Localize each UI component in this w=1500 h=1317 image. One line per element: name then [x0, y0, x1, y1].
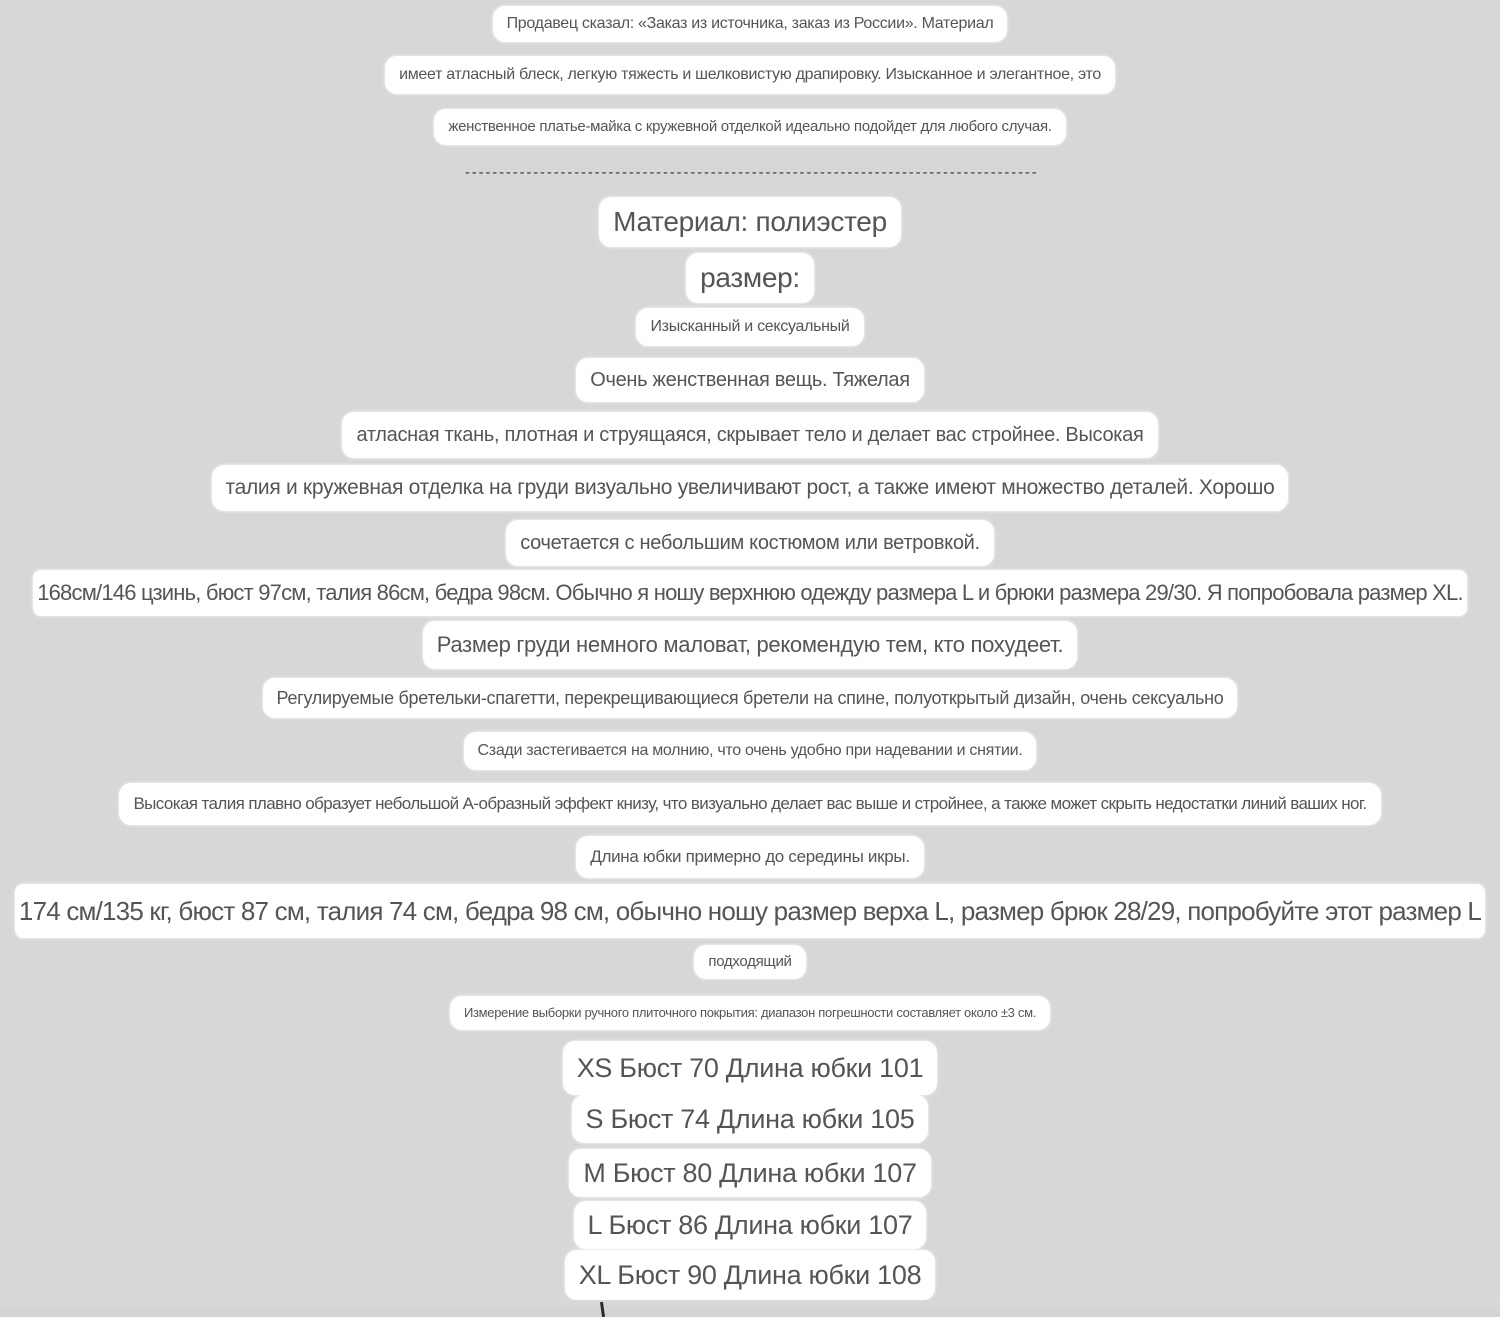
feature-line-4	[0, 836, 1500, 878]
text-pill: атласная ткань, плотная и струящаяся, скрывает тело и делает вас стройнее. Высокая	[342, 412, 1157, 458]
description-line-5	[0, 520, 1500, 566]
feature-line-3	[0, 783, 1500, 825]
text-pill: Продавец сказал: «Заказ из источника, заказ из России». Материал	[493, 6, 1008, 42]
size-row-m	[0, 1149, 1500, 1197]
review1-line-1	[0, 570, 1500, 616]
feature-line-2	[0, 732, 1500, 770]
text-pill: Высокая талия плавно образует небольшой А-образный эффект книзу, что визуально делает вас выше и стройнее, а также может скрыть недостатки линий ваших ног.	[119, 783, 1380, 825]
size-row-xl	[0, 1250, 1500, 1300]
text-pill: Изысканный и сексуальный	[636, 308, 863, 346]
feature-line-1	[0, 678, 1500, 718]
measure-note: Измерение выборки ручного плиточного покрытия: диапазон погрешности составляет около ±3 см.	[450, 996, 1050, 1030]
text-pill: Длина юбки примерно до середины икры.	[576, 836, 924, 878]
material-text: Материал: полиэстер	[599, 197, 901, 247]
text-pill: подходящий	[694, 945, 805, 979]
intro-line-3	[0, 109, 1500, 145]
text-pill: женственное платье-майка с кружевной отделкой идеально подойдет для любого случая.	[434, 109, 1065, 145]
size-row-s	[0, 1095, 1500, 1143]
intro-line-1	[0, 6, 1500, 42]
size-row-text: M Бюст 80 Длина юбки 107	[569, 1149, 930, 1197]
text-pill: Очень женственная вещь. Тяжелая	[576, 358, 924, 402]
intro-line-2	[0, 56, 1500, 94]
text-pill: Сзади застегивается на молнию, что очень удобно при надевании и снятии.	[464, 732, 1037, 770]
measure-note-line	[0, 996, 1500, 1030]
text-pill: Размер груди немного маловат, рекомендую тем, кто похудеет.	[423, 621, 1078, 669]
text-pill: Регулируемые бретельки-спагетти, перекрещивающиеся бретели на спине, полуоткрытый дизайн, очень сексуально	[263, 678, 1238, 718]
review1-line-2	[0, 621, 1500, 669]
text-pill: сочетается с небольшим костюмом или ветровкой.	[506, 520, 994, 566]
text-pill: имеет атласный блеск, легкую тяжесть и шелковистую драпировку. Изысканное и элегантное, это	[385, 56, 1115, 94]
size-row-text: S Бюст 74 Длина юбки 105	[572, 1095, 929, 1143]
size-heading: размер:	[686, 253, 814, 303]
bottom-photo-edge	[0, 1300, 1500, 1317]
text-pill: 174 см/135 кг, бюст 87 см, талия 74 см, бедра 98 см, обычно ношу размер верха L, размер брюк 28/29, попробуйте этот размер L	[15, 884, 1485, 938]
review2-line-1	[0, 884, 1500, 938]
size-row-text: XL Бюст 90 Длина юбки 108	[565, 1250, 936, 1300]
description-line-1	[0, 308, 1500, 346]
text-pill: 168см/146 цзинь, бюст 97см, талия 86см, бедра 98см. Обычно я ношу верхнюю одежду размера L и брюки размера 29/30. Я попробовала размер XL.	[33, 570, 1467, 616]
size-heading-line	[0, 253, 1500, 303]
dashed-divider: ------------------------------------------------------------------------------------	[463, 165, 1037, 181]
size-row-xs	[0, 1041, 1500, 1095]
review2-line-2	[0, 945, 1500, 979]
material-line	[0, 197, 1500, 247]
size-row-text: L Бюст 86 Длина юбки 107	[574, 1201, 927, 1249]
text-pill: талия и кружевная отделка на груди визуально увеличивают рост, а также имеют множество деталей. Хорошо	[212, 465, 1289, 511]
size-row-l	[0, 1201, 1500, 1249]
description-line-2	[0, 358, 1500, 402]
description-line-3	[0, 412, 1500, 458]
description-line-4	[0, 465, 1500, 511]
size-row-text: XS Бюст 70 Длина юбки 101	[563, 1041, 938, 1095]
